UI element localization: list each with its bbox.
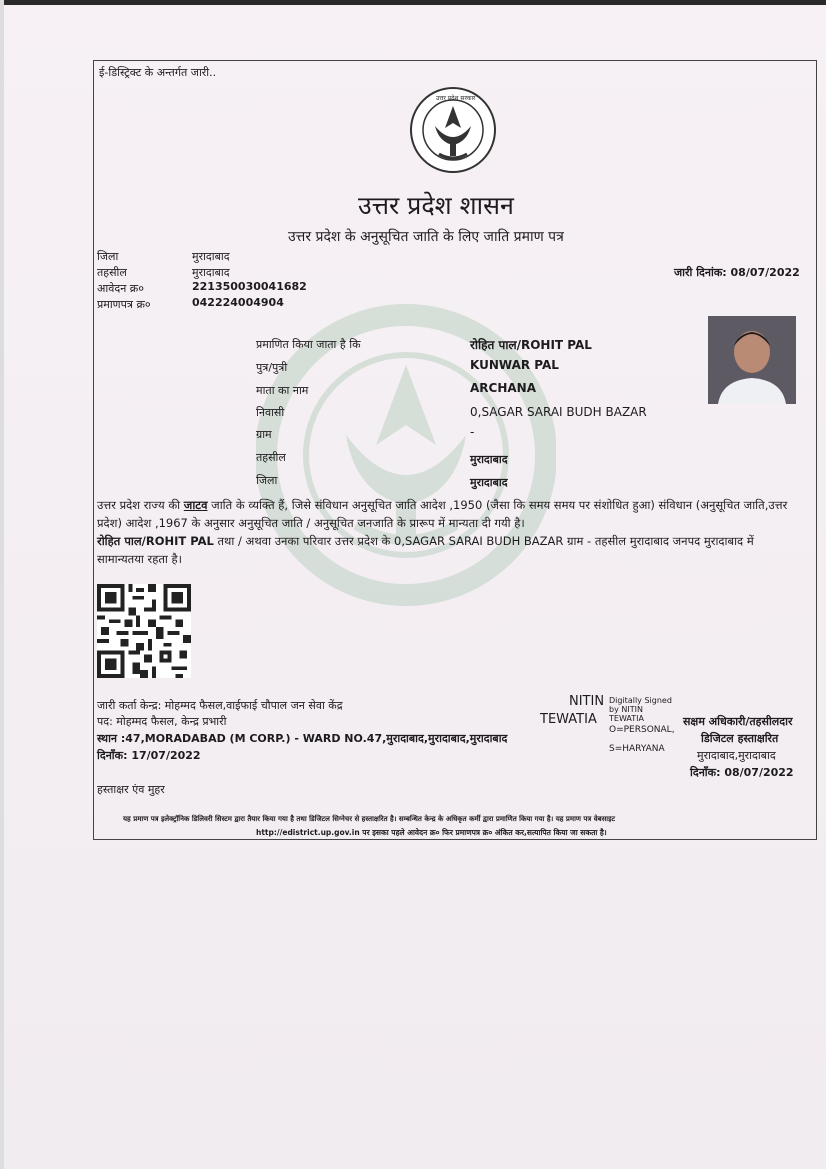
signature-line-4: O=PERSONAL, [609, 725, 675, 735]
signature-and-seal-label: हस्ताक्षर एंव मुहर [97, 783, 165, 796]
issuer-post: पद: मोहम्मद फैसल, केन्द्र प्रभारी [97, 715, 227, 728]
certificate-title: उत्तर प्रदेश के अनुसूचित जाति के लिए जाति प्रमाण पत्र [288, 229, 564, 245]
details-district-value: मुरादाबाद [470, 476, 508, 489]
details-district-label: जिला [256, 474, 278, 487]
signature-line-3: TEWATIA [609, 714, 644, 723]
caste-name: जाटव [183, 498, 208, 512]
officer-date: दिनाँक: 08/07/2022 [690, 766, 794, 779]
applicant-name: रोहित पाल/ROHIT PAL [470, 338, 592, 352]
footer-line-1: यह प्रमाण पत्र इलेक्ट्रॉनिक डिलिवरी सिस्टम द्वारा तैयार किया गया है तथा डिजिटल सिग्नेचर से हस्ताक्षरित है। सम्बन्धित केन्द्र के अधिकृत कर्मी द्वारा प्रमाणित किया गया है। यह प्रमाण पत्र वेबसाइट [123, 815, 616, 823]
signer-last-name: TEWATIA [540, 712, 597, 727]
district-label: जिला [97, 250, 119, 263]
mother-label: माता का नाम [256, 384, 309, 397]
scan-edge-left [0, 0, 4, 1169]
village-label: ग्राम [256, 428, 272, 441]
digitally-signed-label: डिजिटल हस्ताक्षरित [701, 732, 779, 745]
signer-first-name: NITIN [569, 694, 605, 709]
village-value: - [470, 425, 475, 439]
certificate-label: प्रमाणपत्र क्र० [97, 298, 151, 311]
details-tehsil-value: मुरादाबाद [470, 453, 508, 466]
parent-label: पुत्र/पुत्री [256, 361, 288, 374]
tehsil-label: तहसील [97, 266, 127, 279]
tehsil-value: मुरादाबाद [192, 266, 230, 279]
residence-paragraph: रोहित पाल/ROHIT PAL तथा / अथवा उनका परिवार उत्तर प्रदेश के 0,SAGAR SARAI BUDH BAZAR ग्राम - तहसील मुरादाबाद जनपद मुरादाबाद में सामान्यतया रहता है। [97, 534, 754, 566]
officer-title: सक्षम अधिकारी/तहसीलदार [683, 715, 793, 728]
distributed-by-text: ई-डिस्ट्रिक्ट के अन्तर्गत जारी.. [99, 66, 217, 79]
parent-name: KUNWAR PAL [470, 358, 559, 372]
certified-label: प्रमाणित किया जाता है कि [256, 338, 361, 351]
issuer-date: दिनाँक: 17/07/2022 [97, 749, 201, 762]
officer-place: मुरादाबाद,मुरादाबाद [697, 749, 776, 762]
signature-line-2: by NITIN [609, 705, 643, 714]
caste-declaration-paragraph: उत्तर प्रदेश राज्य की जाटव जाति के व्यक्ति हैं, जिसे संविधान अनुसूचित जाति आदेश ,1950 (जैसा कि समय समय पर संशोधित हुआ) संविधान (अनुसूचित जाति,उत्तर प्रदेश) आदेश ,1967 के अनुसार अनुसूचित जाति / अनुसूचित जनजाति के प्रारूप में मान्यता दी गयी है। [97, 498, 788, 530]
government-title: उत्तर प्रदेश शासन [358, 191, 514, 220]
signature-line-1: Digitally Signed [609, 696, 672, 705]
emblem-text: उत्तर प्रदेश सरकार [436, 95, 476, 102]
certificate-number: 042224004904 [192, 296, 284, 309]
resident-value: 0,SAGAR SARAI BUDH BAZAR [470, 405, 647, 419]
district-value: मुरादाबाद [192, 250, 230, 263]
details-tehsil-label: तहसील [256, 451, 286, 464]
application-label: आवेदन क्र० [97, 282, 144, 295]
qr-code [96, 584, 192, 678]
application-number: 221350030041682 [192, 280, 307, 293]
applicant-photo [708, 316, 796, 404]
resident-label: निवासी [256, 406, 285, 419]
mother-name: ARCHANA [470, 381, 536, 395]
issue-date: जारी दिनांक: 08/07/2022 [674, 266, 800, 279]
signature-line-5: S=HARYANA [609, 744, 665, 754]
footer-line-2: http://edistrict.up.gov.in पर इसका पहले आवेदन क्र० फिर प्रमाणपत्र क्र० अंकित कर,सत्यापित किया जा सकता है। [256, 828, 607, 837]
issuing-center: जारी कर्ता केन्द्र: मोहम्मद फैसल,वाईफाई चौपाल जन सेवा केंद्र [97, 699, 343, 712]
issuer-place: स्थान :47,MORADABAD (M CORP.) - WARD NO.47,मुरादाबाद,मुरादाबाद,मुरादाबाद [97, 732, 508, 745]
scan-edge-top [0, 0, 826, 5]
